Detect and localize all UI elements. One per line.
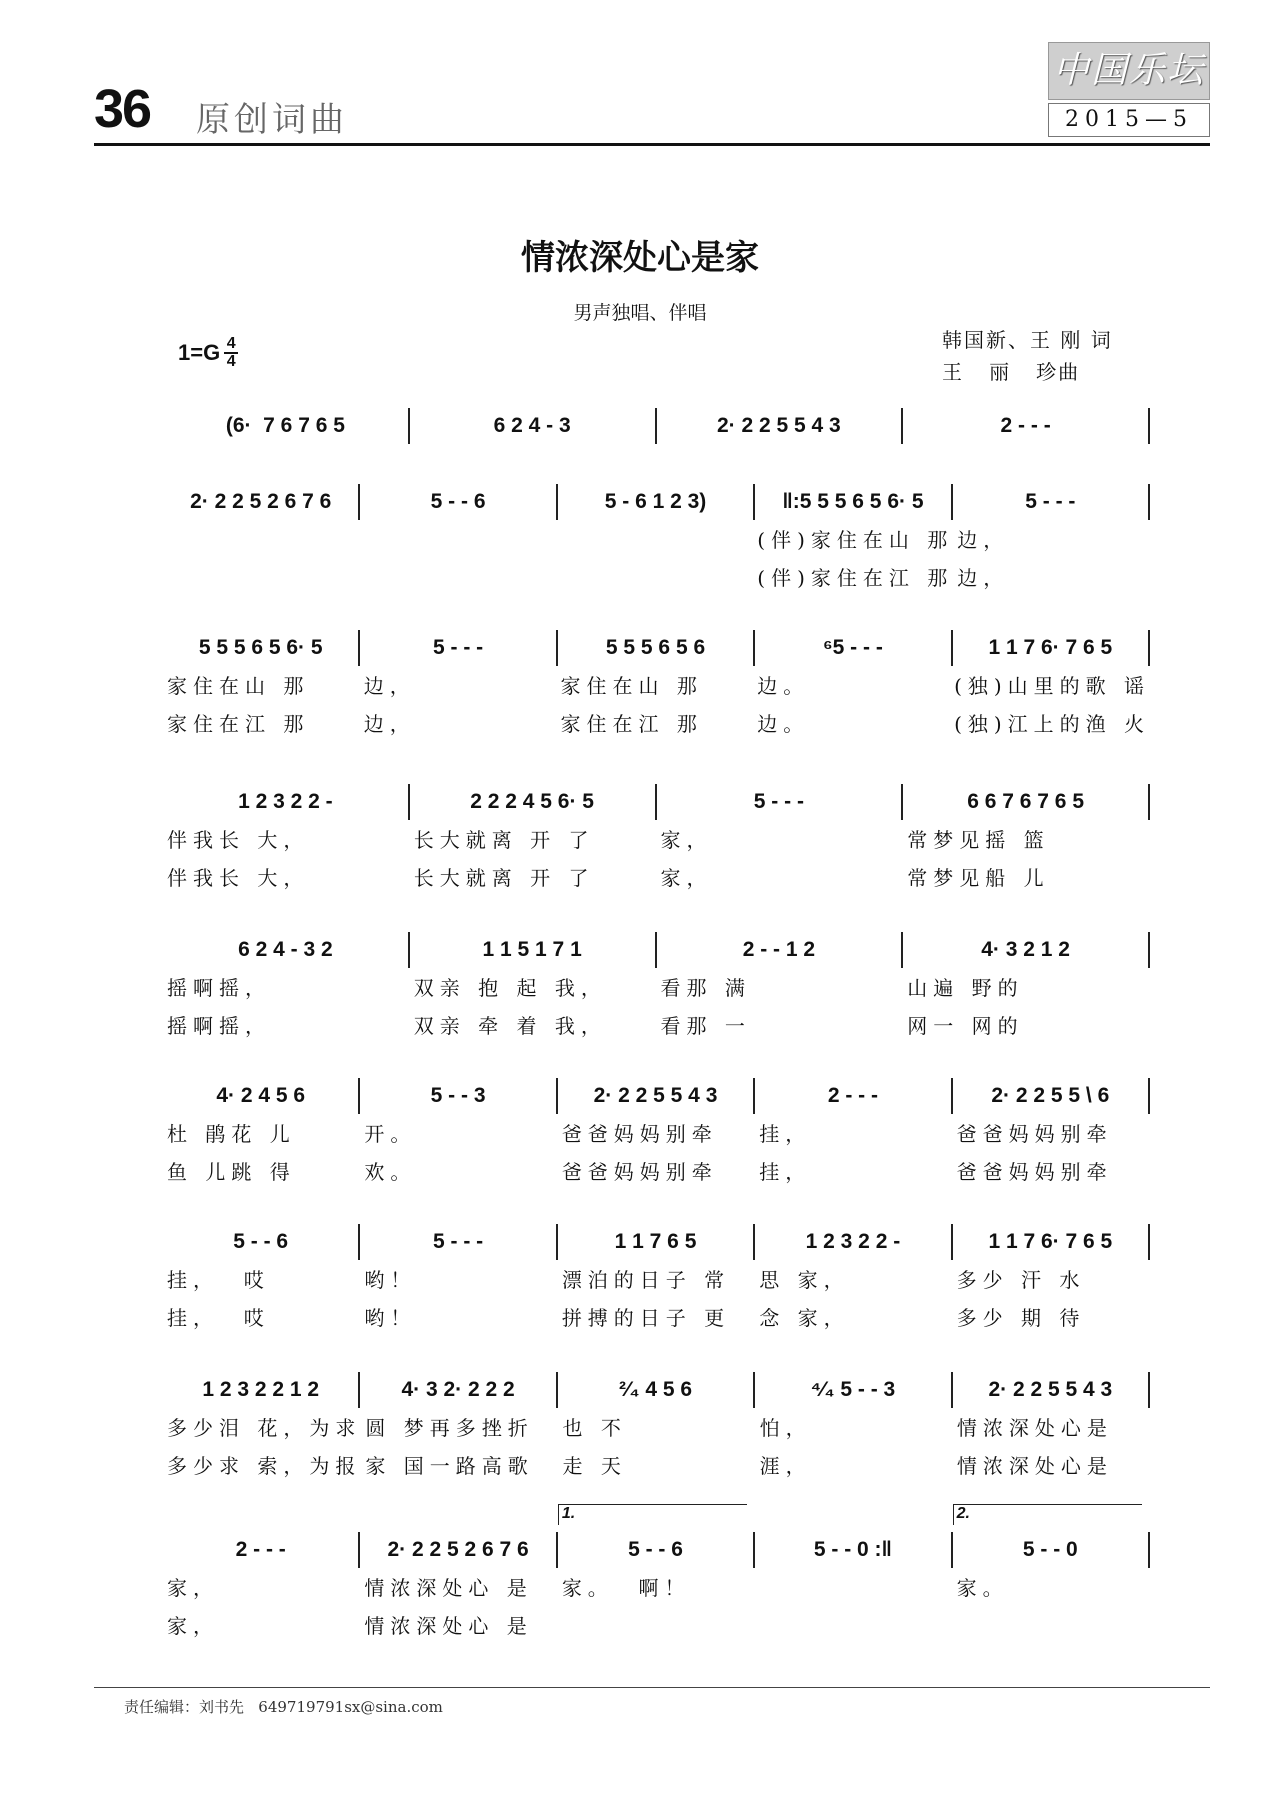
measure: ⁴⁄₄ 5 - - 3 bbox=[755, 1372, 952, 1408]
measure: 1 1 5 1 7 1 bbox=[410, 932, 657, 968]
measure: 2 2 2 4 5 6· 5 bbox=[410, 784, 657, 820]
lyric-segment: (伴)家住在山 那 bbox=[757, 528, 954, 552]
measure: ‖:5 5 5 6 5 6· 5 bbox=[755, 484, 952, 520]
measure: 5 - - 6 bbox=[163, 1224, 360, 1260]
lyric-segment: 伴我长 大， bbox=[167, 866, 310, 890]
measure: 1 2 3 2 2 - bbox=[163, 784, 410, 820]
lyric-line bbox=[163, 1118, 1150, 1152]
lyric-segment: 情浓深处心是 bbox=[956, 1416, 1113, 1440]
section-title: 原创词曲 bbox=[196, 100, 348, 140]
lyric-segment: 家。 bbox=[956, 1576, 1009, 1600]
measure: 2 - - - bbox=[903, 408, 1150, 444]
song-title: 情浓深处心是家 bbox=[521, 238, 759, 278]
key: 1=G bbox=[178, 340, 221, 365]
lyric-segment bbox=[360, 562, 557, 596]
measure: 1 2 3 2 2 - bbox=[755, 1224, 952, 1260]
measure: 5 5 5 6 5 6 bbox=[558, 630, 755, 666]
key-signature bbox=[178, 336, 238, 370]
lyric-segment bbox=[755, 1572, 952, 1606]
staff-system bbox=[163, 1372, 1150, 1484]
lyric-segment: 怕， bbox=[759, 1416, 812, 1440]
lyricist-credit: 韩国新、王 刚 词 bbox=[942, 328, 1113, 352]
lyric-segment: 家住在山 那 bbox=[560, 674, 703, 698]
lyric-segment: 双亲 抱 起 我， bbox=[413, 976, 607, 1000]
measure: 5 5 5 6 5 6· 5 bbox=[163, 630, 360, 666]
lyric-segment: 哟！ bbox=[364, 1268, 417, 1292]
lyric-segment: 念 家， bbox=[759, 1306, 850, 1330]
measure: 5 - - - bbox=[657, 784, 904, 820]
lyric-segment: 挂， bbox=[759, 1122, 812, 1146]
lyric-segment: 双亲 牵 着 我， bbox=[413, 1014, 607, 1038]
lyric-segment: 挂， 哎 bbox=[167, 1268, 270, 1292]
lyric-segment: 边， bbox=[957, 528, 1010, 552]
lyric-segment: (独)山里的歌 谣 bbox=[954, 674, 1151, 698]
lyric-segment: 家住在山 那 bbox=[167, 674, 310, 698]
lyric-segment: 家 国一路高歌 bbox=[365, 1454, 534, 1478]
lyric-segment bbox=[163, 524, 360, 558]
measure: 2· 2 2 5 5 \ 6 bbox=[953, 1078, 1150, 1114]
measure: 5 - - - bbox=[953, 484, 1150, 520]
lyric-segment: 圆 梦再多挫折 bbox=[365, 1416, 534, 1440]
staff-system bbox=[163, 1505, 1150, 1644]
lyric-segment: 爸爸妈妈别牵 bbox=[956, 1122, 1113, 1146]
staff-system bbox=[163, 630, 1150, 742]
lyric-segment: 情浓深处心 是 bbox=[364, 1576, 533, 1600]
lyric-segment bbox=[558, 1610, 755, 1644]
staff-system bbox=[163, 1224, 1150, 1336]
lyric-segment: 开。 bbox=[364, 1122, 417, 1146]
lyric-line bbox=[163, 972, 1150, 1006]
measure: 2· 2 2 5 5 4 3 bbox=[953, 1372, 1150, 1408]
lyric-segment: 长大就离 开 了 bbox=[413, 828, 595, 852]
lyric-segment: 走 天 bbox=[562, 1454, 627, 1478]
lyric-segment: 哟！ bbox=[364, 1306, 417, 1330]
time-signature bbox=[224, 336, 238, 370]
lyric-segment bbox=[953, 1610, 1150, 1644]
measure: 2· 2 2 5 2 6 7 6 bbox=[360, 1532, 557, 1568]
lyric-line bbox=[163, 1572, 1150, 1606]
lyric-segment: 家住在江 那 bbox=[167, 712, 310, 736]
measure: 4· 3 2 1 2 bbox=[903, 932, 1150, 968]
lyric-line bbox=[163, 862, 1150, 896]
lyric-segment: 欢。 bbox=[364, 1160, 417, 1184]
lyric-segment: 边， bbox=[363, 712, 416, 736]
lyric-line bbox=[163, 1450, 1150, 1484]
measure: 6 2 4 - 3 2 bbox=[163, 932, 410, 968]
lyric-segment: 涯， bbox=[759, 1454, 812, 1478]
measure: ²⁄₄ 4 5 6 bbox=[558, 1372, 755, 1408]
lyric-segment: 常梦见摇 篮 bbox=[907, 828, 1050, 852]
lyric-segment: 挂， bbox=[759, 1160, 812, 1184]
lyric-segment: 多少 汗 水 bbox=[956, 1268, 1086, 1292]
measure: 5 - - 0 2. bbox=[953, 1532, 1150, 1568]
measure: (6· 7 6 7 6 5 bbox=[163, 408, 410, 444]
lyric-line bbox=[163, 1412, 1150, 1446]
lyric-segment: 家， bbox=[167, 1614, 219, 1638]
composer-credit: 王 丽 珍曲 bbox=[942, 360, 1081, 384]
lyric-segment: 看那 一 bbox=[660, 1014, 751, 1038]
lyric-line bbox=[163, 1264, 1150, 1298]
issue-number: 2015—5 bbox=[1048, 103, 1210, 137]
measure: 2 - - - bbox=[163, 1532, 360, 1568]
lyric-segment bbox=[557, 524, 754, 558]
measure: 1 2 3 2 2 1 2 bbox=[163, 1372, 360, 1408]
lyric-segment: 看那 满 bbox=[660, 976, 751, 1000]
lyric-line bbox=[163, 1156, 1150, 1190]
lyric-segment: 网一 网的 bbox=[907, 1014, 1024, 1038]
lyric-segment: 摇啊摇， bbox=[167, 976, 271, 1000]
lyric-segment bbox=[163, 562, 360, 596]
measure: 5 - - 6 bbox=[360, 484, 557, 520]
lyric-line bbox=[163, 562, 1150, 596]
lyric-segment: 鱼 儿跳 得 bbox=[167, 1160, 296, 1184]
lyric-segment: 边。 bbox=[757, 712, 810, 736]
lyric-segment bbox=[557, 562, 754, 596]
volta-bracket: 2. bbox=[953, 1504, 1143, 1525]
lyric-segment: 拼搏的日子 更 bbox=[561, 1306, 731, 1330]
measure: 1 1 7 6 5 bbox=[558, 1224, 755, 1260]
lyric-segment: 多少泪 花，为求 bbox=[167, 1416, 362, 1440]
measure: 6 6 7 6 7 6 5 bbox=[903, 784, 1150, 820]
header-rule bbox=[94, 143, 1210, 146]
lyric-segment: 多少求 索，为报 bbox=[167, 1454, 362, 1478]
lyric-segment: 长大就离 开 了 bbox=[413, 866, 595, 890]
measure: 2· 2 2 5 2 6 7 6 bbox=[163, 484, 360, 520]
lyric-segment: 摇啊摇， bbox=[167, 1014, 271, 1038]
measure: 5 - 6 1 2 3) bbox=[558, 484, 755, 520]
lyric-segment: 漂泊的日子 常 bbox=[561, 1268, 731, 1292]
lyric-segment: 多少 期 待 bbox=[956, 1306, 1086, 1330]
lyric-line bbox=[163, 1610, 1150, 1644]
measure: 2· 2 2 5 5 4 3 bbox=[657, 408, 904, 444]
lyric-segment: 伴我长 大， bbox=[167, 828, 310, 852]
staff-system bbox=[163, 784, 1150, 896]
lyric-segment: 爸爸妈妈别牵 bbox=[561, 1122, 718, 1146]
lyric-segment: 家， bbox=[660, 828, 713, 852]
measure: ⁶5 - - - bbox=[755, 630, 952, 666]
lyric-line bbox=[163, 524, 1150, 558]
measure: 5 - - 6 1. bbox=[558, 1532, 755, 1568]
lyric-segment: 山遍 野的 bbox=[907, 976, 1024, 1000]
lyric-line bbox=[163, 1302, 1150, 1336]
lyric-segment: 爸爸妈妈别牵 bbox=[956, 1160, 1113, 1184]
lyric-line bbox=[163, 1010, 1150, 1044]
footer-editor: 责任编辑：刘书先 649719791sx@sina.com bbox=[124, 1698, 443, 1716]
staff-system bbox=[163, 408, 1150, 444]
staff-system bbox=[163, 1078, 1150, 1190]
lyric-line bbox=[163, 824, 1150, 858]
lyric-segment bbox=[755, 1610, 952, 1644]
lyric-segment bbox=[360, 524, 557, 558]
measure: 5 - - - bbox=[360, 630, 557, 666]
lyric-segment: 常梦见船 儿 bbox=[907, 866, 1050, 890]
volta-bracket: 1. bbox=[558, 1504, 748, 1525]
song-subtitle: 男声独唱、伴唱 bbox=[573, 302, 707, 324]
measure: 5 - - 0 :‖ bbox=[755, 1532, 952, 1568]
lyric-line bbox=[163, 708, 1150, 742]
time-bottom: 4 bbox=[226, 353, 236, 370]
lyric-line bbox=[163, 670, 1150, 704]
lyric-segment: 边， bbox=[957, 566, 1010, 590]
staff-system bbox=[163, 484, 1150, 596]
measure: 2 - - 1 2 bbox=[657, 932, 904, 968]
staff-system bbox=[163, 932, 1150, 1044]
measure: 4· 2 4 5 6 bbox=[163, 1078, 360, 1114]
lyric-segment: 情浓深处心是 bbox=[956, 1454, 1113, 1478]
lyric-segment: 也 不 bbox=[562, 1416, 627, 1440]
time-top: 4 bbox=[226, 335, 236, 352]
lyric-segment: 挂， 哎 bbox=[167, 1306, 270, 1330]
measure: 6 2 4 - 3 bbox=[410, 408, 657, 444]
lyric-segment: (伴)家住在江 那 bbox=[757, 566, 954, 590]
lyric-segment: (独)江上的渔 火 bbox=[954, 712, 1151, 736]
page-number: 36 bbox=[94, 79, 151, 139]
lyric-segment: 家， bbox=[167, 1576, 219, 1600]
footer-rule bbox=[94, 1687, 1210, 1688]
lyric-segment: 爸爸妈妈别牵 bbox=[561, 1160, 718, 1184]
lyric-segment: 边， bbox=[363, 674, 416, 698]
measure: 1 1 7 6· 7 6 5 bbox=[953, 630, 1150, 666]
lyric-segment: 情浓深处心 是 bbox=[364, 1614, 533, 1638]
lyric-segment: 家住在江 那 bbox=[560, 712, 703, 736]
measure: 2 - - - bbox=[755, 1078, 952, 1114]
measure: 5 - - 3 bbox=[360, 1078, 557, 1114]
lyric-segment: 边。 bbox=[757, 674, 810, 698]
measure: 4· 3 2· 2 2 2 bbox=[360, 1372, 557, 1408]
measure: 5 - - - bbox=[360, 1224, 557, 1260]
lyric-segment: 家。 啊！ bbox=[561, 1576, 691, 1600]
lyric-segment: 思 家， bbox=[759, 1268, 850, 1292]
lyric-segment: 家， bbox=[660, 866, 713, 890]
magazine-logo: 中国乐坛 bbox=[1048, 42, 1210, 100]
lyric-segment: 杜 鹃花 儿 bbox=[167, 1122, 296, 1146]
measure: 2· 2 2 5 5 4 3 bbox=[558, 1078, 755, 1114]
measure: 1 1 7 6· 7 6 5 bbox=[953, 1224, 1150, 1260]
